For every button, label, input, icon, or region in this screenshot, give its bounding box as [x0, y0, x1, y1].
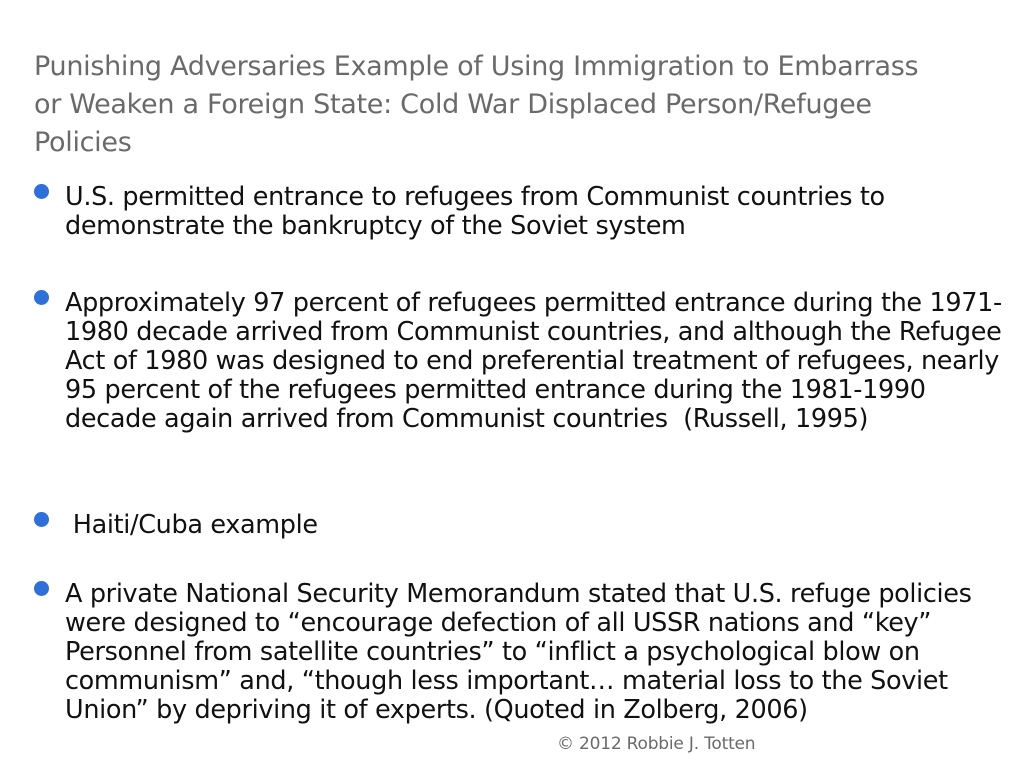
- bullet-text: A private National Security Memorandum stated that U.S. refuge policies were designed to “encourage defection of all USSR nations and “key” Personnel from satellite countries” to “inflict a psychological blow on communism” and, “though less important… material loss to the Soviet Union” by depriving it of experts. (Quoted in Zolberg, 2006): [65, 579, 980, 725]
- bullet-dot-icon: [34, 184, 49, 199]
- copyright-notice: © 2012 Robbie J. Totten: [557, 734, 756, 754]
- bullet-text: Approximately 97 percent of refugees permitted entrance during the 1971-1980 decade arrived from Communist countries, and although the Refugee Act of 1980 was designed to end preferential treatment of refugees, nearly 95 percent of the refugees permitted entrance during the 1981-1990 decade again arrived from Communist countries (Russell, 1995): [65, 288, 1010, 434]
- bullet-dot-icon: [34, 581, 49, 596]
- bullet-text: Haiti/Cuba example: [65, 510, 318, 540]
- bullet-dot-icon: [34, 290, 49, 305]
- slide-title: Punishing Adversaries Example of Using Immigration to Embarrass or Weaken a Foreign State: Cold War Displaced Person/Refugee Policies: [34, 51, 919, 158]
- bullet-text: U.S. permitted entrance to refugees from Communist countries to demonstrate the bankruptcy of the Soviet system: [65, 182, 893, 241]
- bullet-dot-icon: [34, 512, 49, 527]
